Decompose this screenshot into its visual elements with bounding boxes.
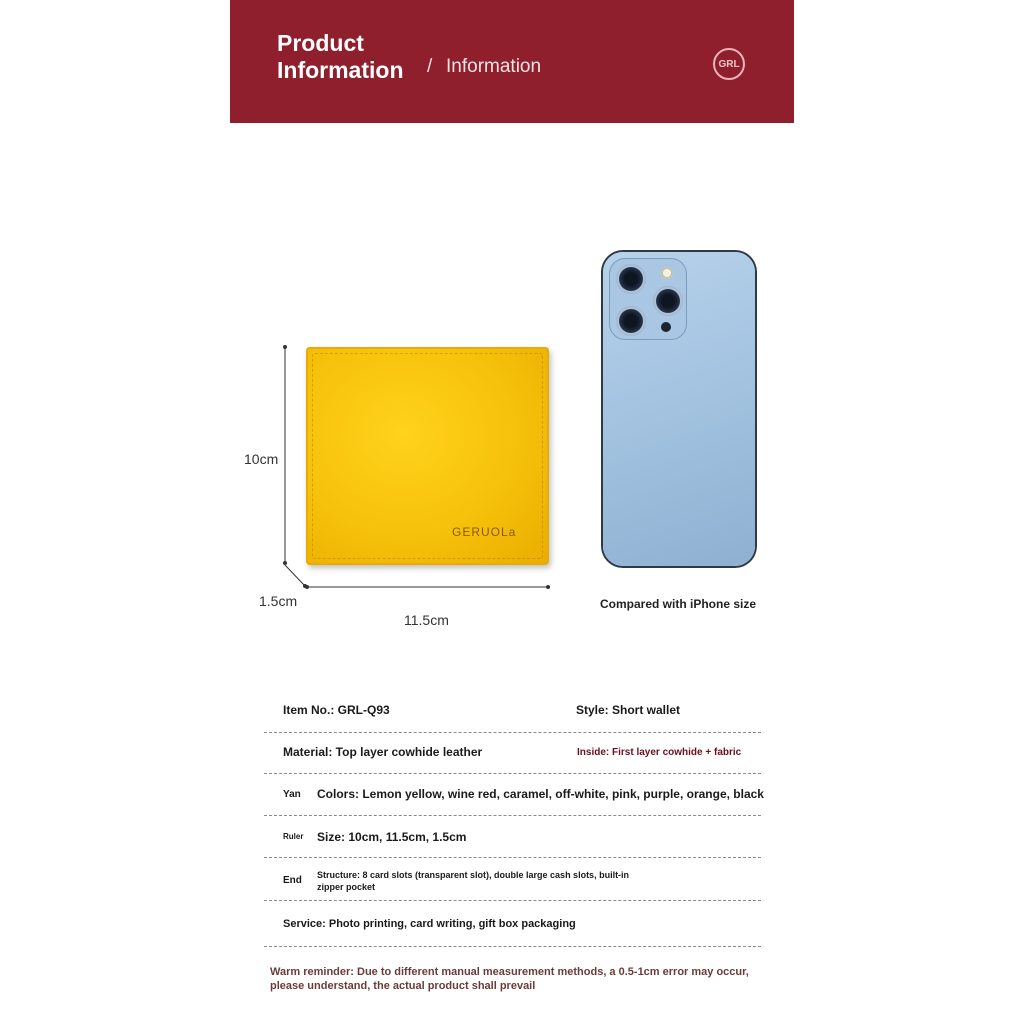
divider: [264, 946, 761, 947]
divider: [264, 732, 761, 733]
reminder-line-2: please understand, the actual product shall prevail: [270, 980, 536, 992]
camera-lens-icon: [616, 306, 646, 336]
width-label: 11.5cm: [404, 612, 449, 628]
width-dimension-end-right: [546, 585, 550, 589]
structure-line-2: zipper pocket: [317, 882, 376, 892]
reminder-line-1: Warm reminder: Due to different manual measurement methods, a 0.5-1cm error may occur,: [270, 966, 749, 978]
divider: [264, 773, 761, 774]
phone-caption: Compared with iPhone size: [600, 597, 757, 611]
wallet-image: [306, 347, 549, 565]
height-label: 10cm: [244, 451, 279, 467]
size-tag: Ruler: [283, 832, 304, 841]
divider: [264, 900, 761, 901]
structure-tag: End: [283, 875, 302, 886]
iphone-image: [603, 252, 755, 566]
width-dimension-end-left: [305, 585, 309, 589]
colors-tag: Yan: [283, 789, 301, 800]
item-number: Item No.: GRL-Q93: [283, 703, 390, 717]
brand-logo: GRL: [713, 48, 745, 80]
divider: [264, 815, 761, 816]
camera-module: [609, 258, 687, 340]
camera-lens-icon: [653, 286, 683, 316]
depth-label: 1.5cm: [259, 593, 298, 609]
flash-icon: [661, 267, 673, 279]
camera-lens-icon: [616, 264, 646, 294]
title-line-1: Product: [277, 30, 364, 56]
depth-dimension-end: [303, 584, 307, 588]
wallet-brand-label: GERUOLa: [452, 525, 517, 539]
height-dimension-end-bottom: [283, 561, 287, 565]
lidar-sensor-icon: [661, 322, 671, 332]
divider: [264, 857, 761, 858]
warm-reminder: [270, 965, 770, 993]
service-value: Service: Photo printing, card writing, gift box packaging: [283, 918, 576, 930]
header-banner: [230, 0, 794, 123]
title-separator: /: [427, 56, 433, 77]
page-subtitle: Information: [446, 56, 542, 77]
depth-dimension-line: [285, 565, 305, 586]
colors-value: Colors: Lemon yellow, wine red, caramel, off-white, pink, purple, orange, black: [317, 787, 764, 801]
page-title: [277, 30, 404, 84]
style-value: Style: Short wallet: [576, 703, 681, 717]
material-value: Material: Top layer cowhide leather: [283, 745, 483, 759]
height-dimension-end-top: [283, 345, 287, 349]
size-value: Size: 10cm, 11.5cm, 1.5cm: [317, 830, 467, 844]
inside-value: Inside: First layer cowhide + fabric: [577, 747, 742, 758]
structure-line-1: Structure: 8 card slots (transparent slot), double large cash slots, built-in: [317, 870, 630, 880]
title-line-2: Information: [277, 57, 404, 83]
